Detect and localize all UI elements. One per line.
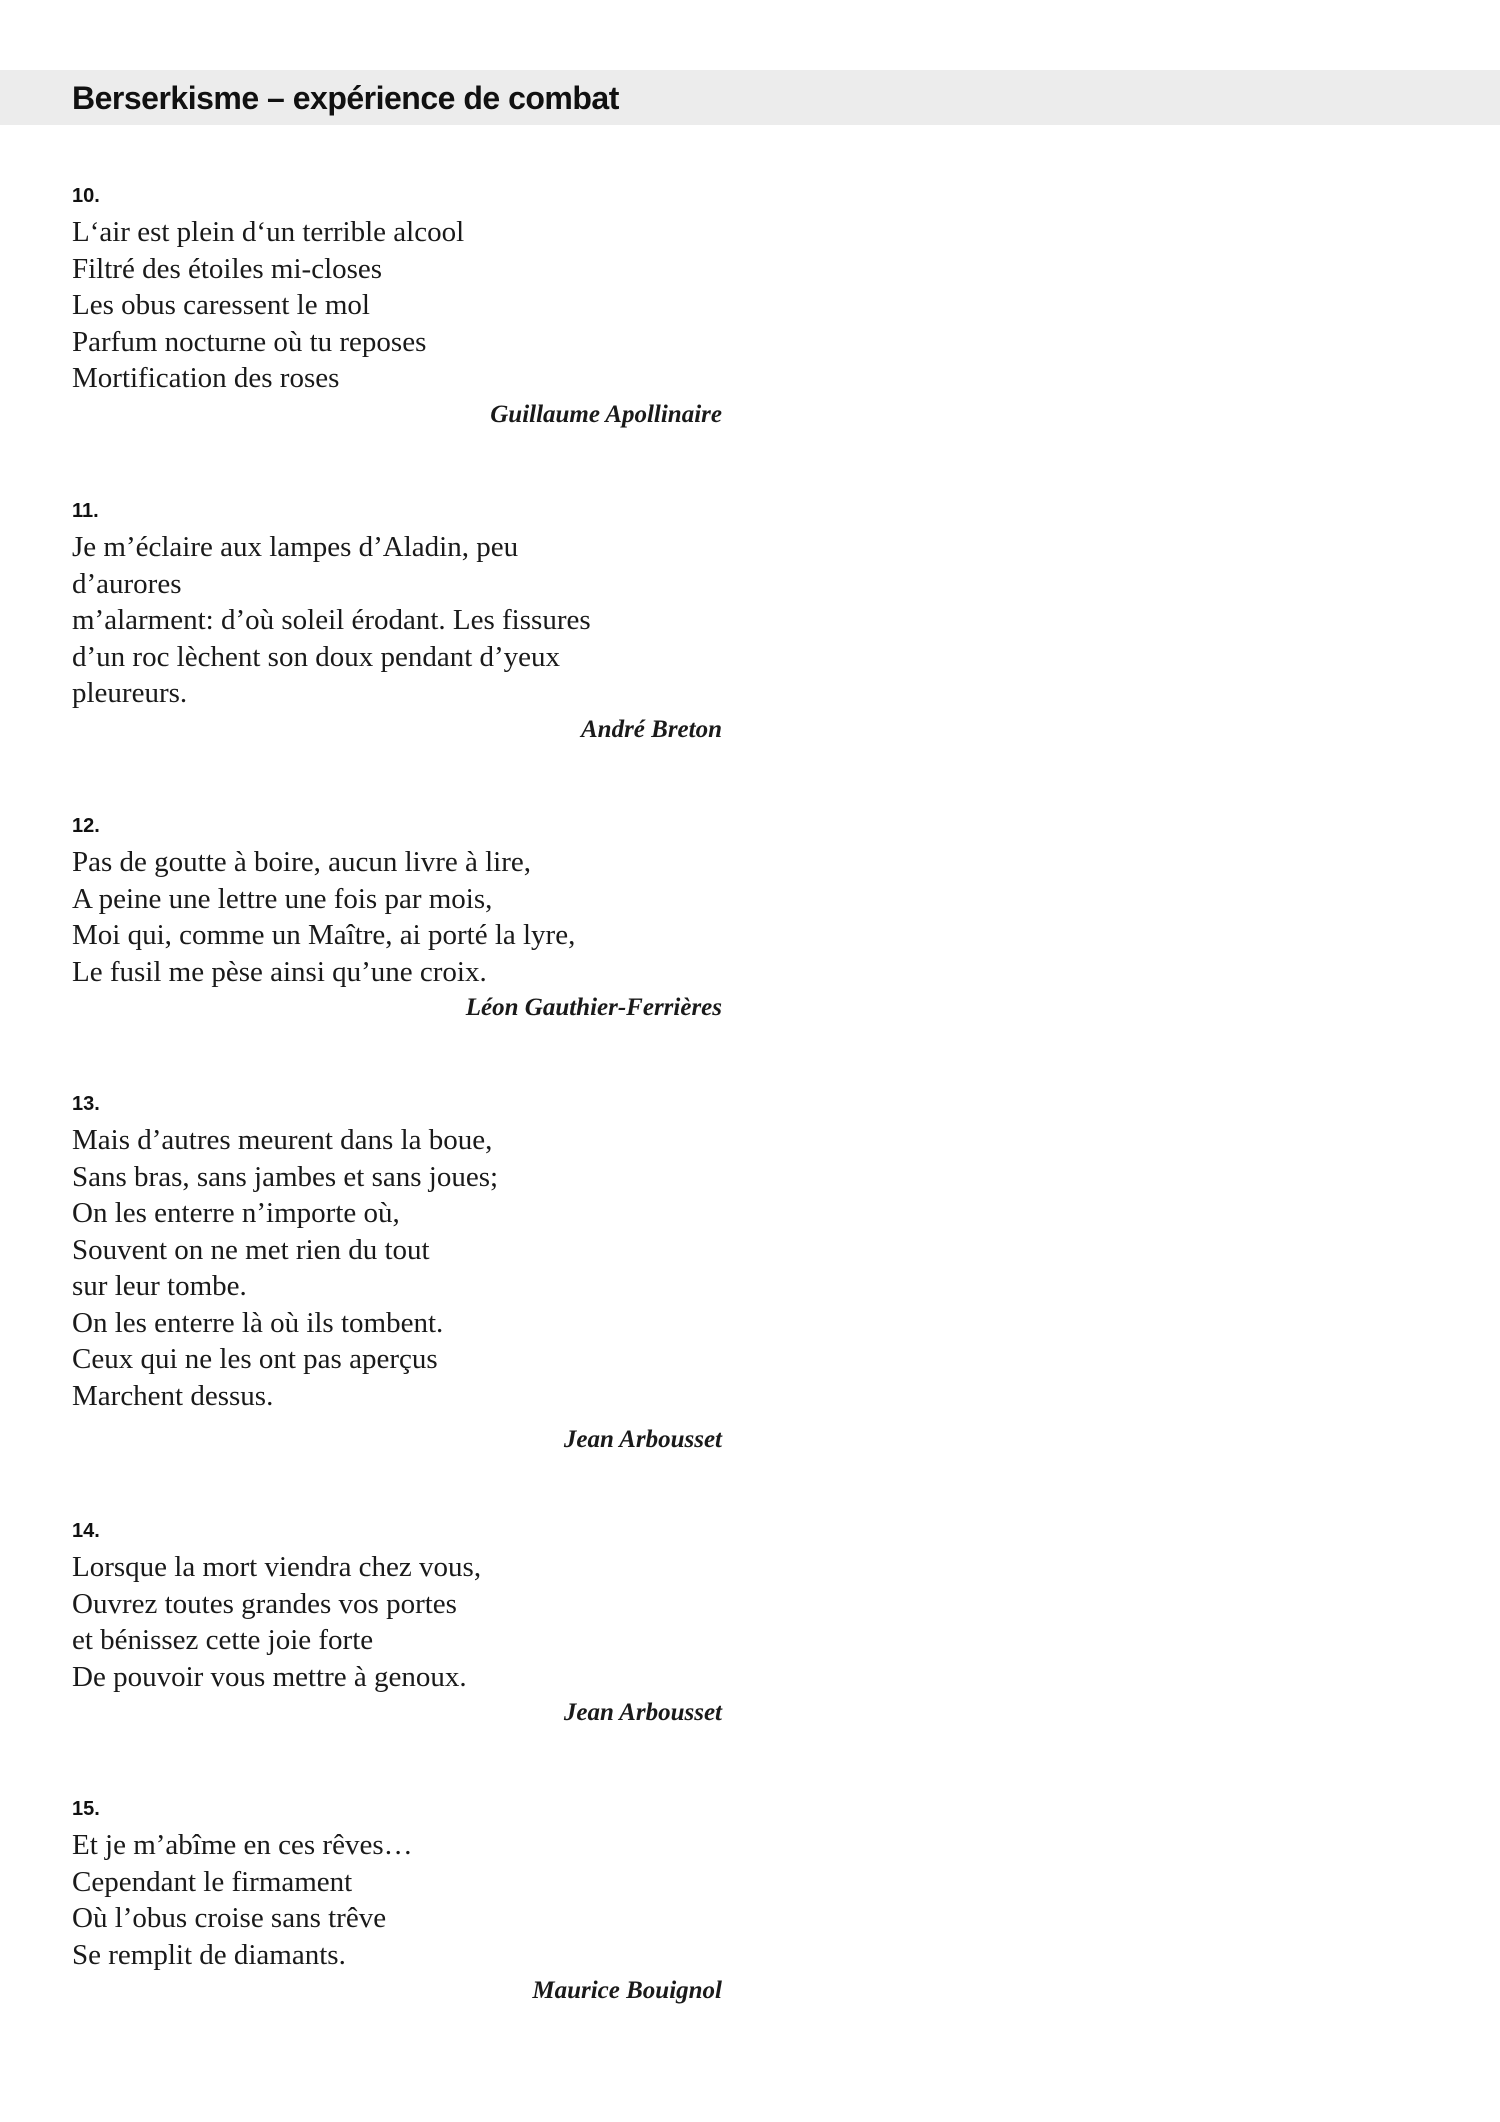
- poem-line: Je m’éclaire aux lampes d’Aladin, peu: [72, 531, 519, 563]
- poem-line: A peine une lettre une fois par mois,: [72, 882, 493, 915]
- spacer: [72, 1414, 722, 1422]
- poem-number: 10.: [72, 185, 100, 207]
- poem-author: Jean Arbousset: [563, 1699, 722, 1726]
- poem-number: 14.: [72, 1520, 100, 1542]
- poem-10: [72, 184, 722, 433]
- poem-line: Moi qui, comme un Maître, ai porté la lyre,: [72, 919, 576, 951]
- poem-line: d’un roc lèchent son doux pendant d’yeux: [72, 640, 561, 673]
- poem-line: Parfum nocturne où tu reposes: [72, 325, 427, 358]
- poem-13: [72, 1092, 722, 1458]
- poem-line: Se remplit de diamants.: [72, 1938, 346, 1971]
- poem-line: Où l’obus croise sans trêve: [72, 1902, 387, 1934]
- poem-author: Maurice Bouignol: [532, 1977, 722, 2004]
- poem-line: De pouvoir vous mettre à genoux.: [72, 1660, 467, 1693]
- poem-line: Mortification des roses: [72, 362, 340, 394]
- poem-line: Pas de goutte à boire, aucun livre à lire,: [72, 846, 532, 878]
- poem-author: Jean Arbousset: [563, 1426, 722, 1453]
- poem-number: 11.: [72, 500, 99, 522]
- poem-number: 13.: [72, 1093, 100, 1115]
- poem-author: Guillaume Apollinaire: [490, 400, 722, 428]
- poem-line: Mais d’autres meurent dans la boue,: [72, 1124, 493, 1156]
- page-title: Berserkisme – expérience de combat: [72, 80, 619, 116]
- poem-line: Les obus caressent le mol: [72, 289, 370, 321]
- poem-line: On les enterre là où ils tombent.: [72, 1306, 444, 1339]
- poem-line: Sans bras, sans jambes et sans joues;: [72, 1160, 499, 1193]
- poem-line: Cependant le firmament: [72, 1865, 353, 1898]
- poem-line: Ceux qui ne les ont pas aperçus: [72, 1343, 438, 1375]
- poem-number: 12.: [72, 815, 100, 837]
- poem-number: 15.: [72, 1798, 100, 1820]
- poem-line: Le fusil me pèse ainsi qu’une croix.: [72, 955, 487, 988]
- poem-line: d’aurores: [72, 567, 182, 600]
- poem-line: On les enterre n’importe où,: [72, 1197, 400, 1229]
- poem-15: [72, 1797, 722, 2009]
- poem-line: sur leur tombe.: [72, 1270, 247, 1302]
- poem-line: Ouvrez toutes grandes vos portes: [72, 1587, 457, 1620]
- poem-line: Filtré des étoiles mi-closes: [72, 252, 383, 285]
- poem-line: Et je m’abîme en ces rêves…: [72, 1829, 413, 1861]
- poem-author: Léon Gauthier-Ferrières: [465, 994, 722, 1021]
- poem-11: [72, 499, 722, 748]
- poem-line: Souvent on ne met rien du tout: [72, 1233, 430, 1266]
- poem-line: L‘air est plein d‘un terrible alcool: [72, 216, 465, 248]
- poem-line: Lorsque la mort viendra chez vous,: [72, 1551, 482, 1583]
- poem-line: Marchent dessus.: [72, 1379, 274, 1412]
- poem-author: André Breton: [580, 715, 722, 743]
- poem-12: [72, 814, 722, 1026]
- poem-line: et bénissez cette joie forte: [72, 1624, 374, 1656]
- poem-14: [72, 1519, 722, 1731]
- poem-line: m’alarment: d’où soleil érodant. Les fissures: [72, 604, 591, 636]
- poem-line: pleureurs.: [72, 677, 188, 709]
